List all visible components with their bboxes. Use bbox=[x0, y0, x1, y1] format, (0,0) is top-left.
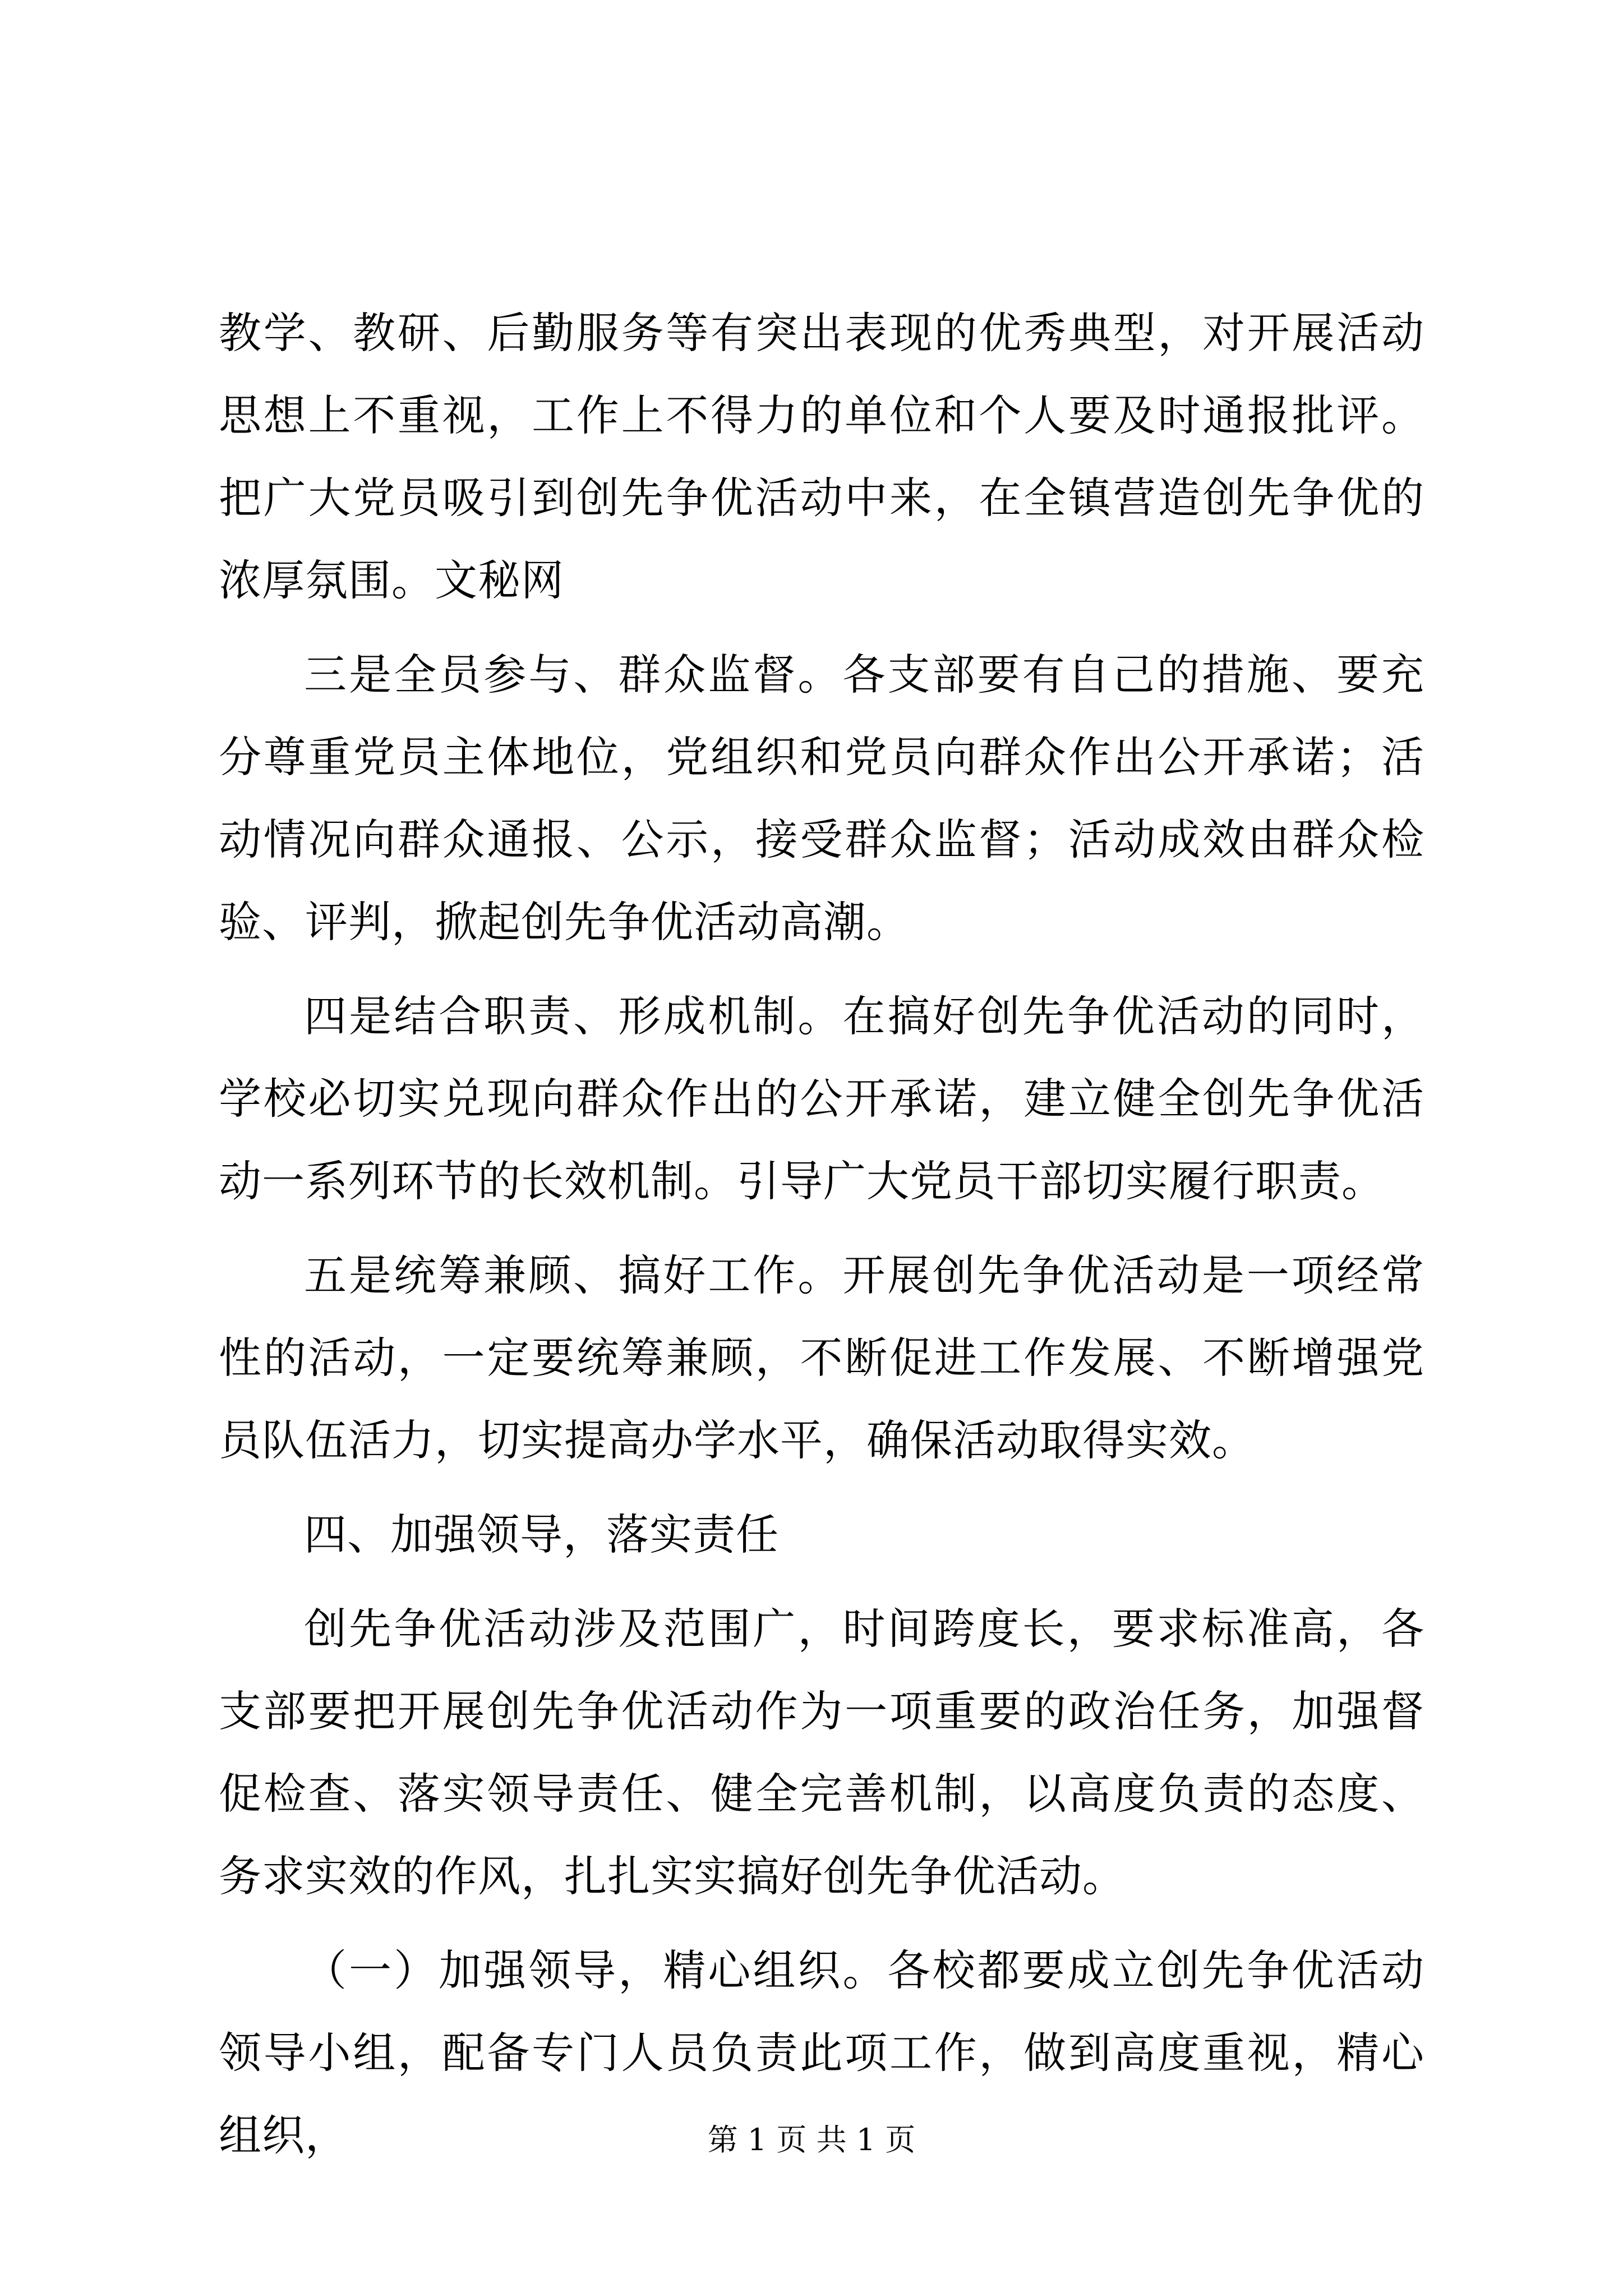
paragraph-item-five: 五是统筹兼顾、搞好工作。开展创先争优活动是一项经常性的活动，一定要统筹兼顾，不断促进工作发展、不断增强党员队伍活力，切实提高办学水平，确保活动取得实效。 bbox=[219, 1250, 1424, 1465]
paragraph-section-intro: 创先争优活动涉及范围广，时间跨度长，要求标准高，各支部要把开展创先争优活动作为一项重要的政治任务，加强督促检查、落实领导责任、健全完善机制，以高度负责的态度、务求实效的作风，扎扎实实搞好创先争优活动。 bbox=[219, 1604, 1424, 1901]
section-heading: 四、加强领导，落实责任 bbox=[304, 1510, 779, 1559]
paragraph-item-four: 四是结合职责、形成机制。在搞好创先争优活动的同时，学校必切实兑现向群众作出的公开承诺，建立健全创先争优活动一系列环节的长效机制。引导广大党员干部切实履行职责。 bbox=[219, 991, 1424, 1206]
document-body bbox=[219, 292, 1424, 2188]
paragraph-item-three: 三是全员参与、群众监督。各支部要有自己的措施、要充分尊重党员主体地位，党组织和党员向群众作出公开承诺；活动情况向群众通报、公示，接受群众监督；活动成效由群众检验、评判，掀起创先争优活动高潮。 bbox=[219, 650, 1424, 947]
page-number-footer: 第 1 页 共 1 页 bbox=[707, 2122, 916, 2157]
paragraph-continuation: 教学、教研、后勤服务等有突出表现的优秀典型，对开展活动思想上不重视，工作上不得力的单位和个人要及时通报批评。把广大党员吸引到创先争优活动中来，在全镇营造创先争优的浓厚氛围。文秘网 bbox=[219, 308, 1424, 605]
paragraph-subsection-one: （一）加强领导，精心组织。各校都要成立创先争优活动领导小组，配备专门人员负责此项工作，做到高度重视，精心组织， bbox=[219, 1945, 1424, 2160]
